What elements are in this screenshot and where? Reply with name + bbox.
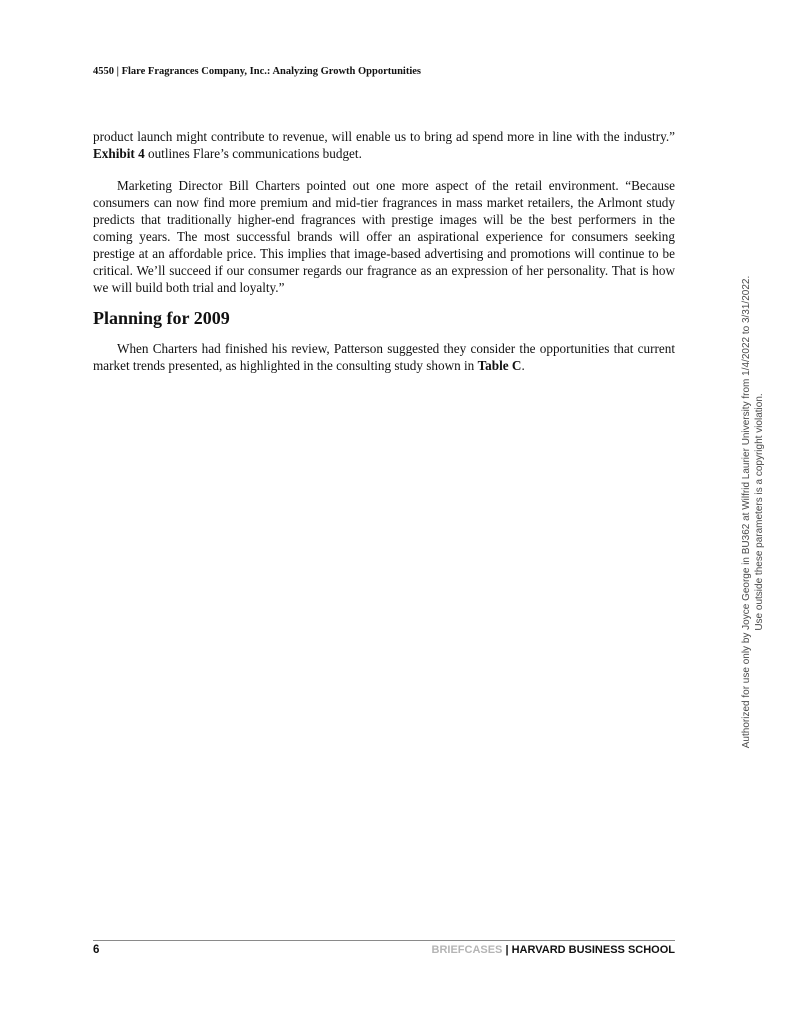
body-paragraph-3 bbox=[93, 340, 675, 374]
paragraph-1-text-a: product launch might contribute to revenue, will enable us to bring ad spend more in line with the industry.” bbox=[93, 129, 675, 144]
running-header bbox=[93, 66, 421, 77]
section-heading: Planning for 2009 bbox=[93, 308, 230, 328]
paragraph-3-text-a: When Charters had finished his review, Patterson suggested they consider the opportunities that current market trends presented, as highlighted in the consulting study shown in bbox=[93, 341, 675, 373]
header-separator: | bbox=[114, 66, 122, 77]
body-paragraph-2: Marketing Director Bill Charters pointed out one more aspect of the retail environment. “Because consumers can now find more premium and mid-tier fragrances in mass market retailers, the Arlmont study predicts that traditionally higher-end fragrances with prestige images will be the best performers in the coming years. The most successful brands will offer an aspirational experience for consumers seeking prestige at an affordable price. This implies that image-based advertising and promotions will continue to be critical. We’ll succeed if our consumer regards our fragrance as an expression of her personality. That is how we will build both trial and loyalty.” bbox=[93, 178, 675, 295]
exhibit-reference: Exhibit 4 bbox=[93, 146, 145, 161]
table-reference: Table C bbox=[477, 358, 522, 373]
page-code: 4550 bbox=[93, 66, 114, 77]
footer-brand bbox=[432, 944, 676, 956]
brand-separator: | bbox=[502, 944, 512, 956]
briefcases-label: BRIEFCASES bbox=[431, 944, 503, 956]
copyright-watermark bbox=[740, 262, 766, 762]
footer-divider bbox=[93, 940, 675, 941]
hbs-label: HARVARD BUSINESS SCHOOL bbox=[511, 944, 675, 956]
body-paragraph-1 bbox=[93, 128, 675, 162]
paragraph-1-text-b: outlines Flare’s communications budget. bbox=[144, 146, 362, 161]
watermark-line-2: Use outside these parameters is a copyright violation. bbox=[754, 393, 765, 631]
paragraph-3-text-b: . bbox=[521, 358, 525, 373]
document-title: Flare Fragrances Company, Inc.: Analyzing Growth Opportunities bbox=[121, 66, 422, 77]
page-number: 6 bbox=[93, 944, 100, 956]
watermark-line-1: Authorized for use only by Joyce George in BU362 at Wilfrid Laurier University from 1/4/2022 to 3/31/2022. bbox=[741, 275, 752, 749]
